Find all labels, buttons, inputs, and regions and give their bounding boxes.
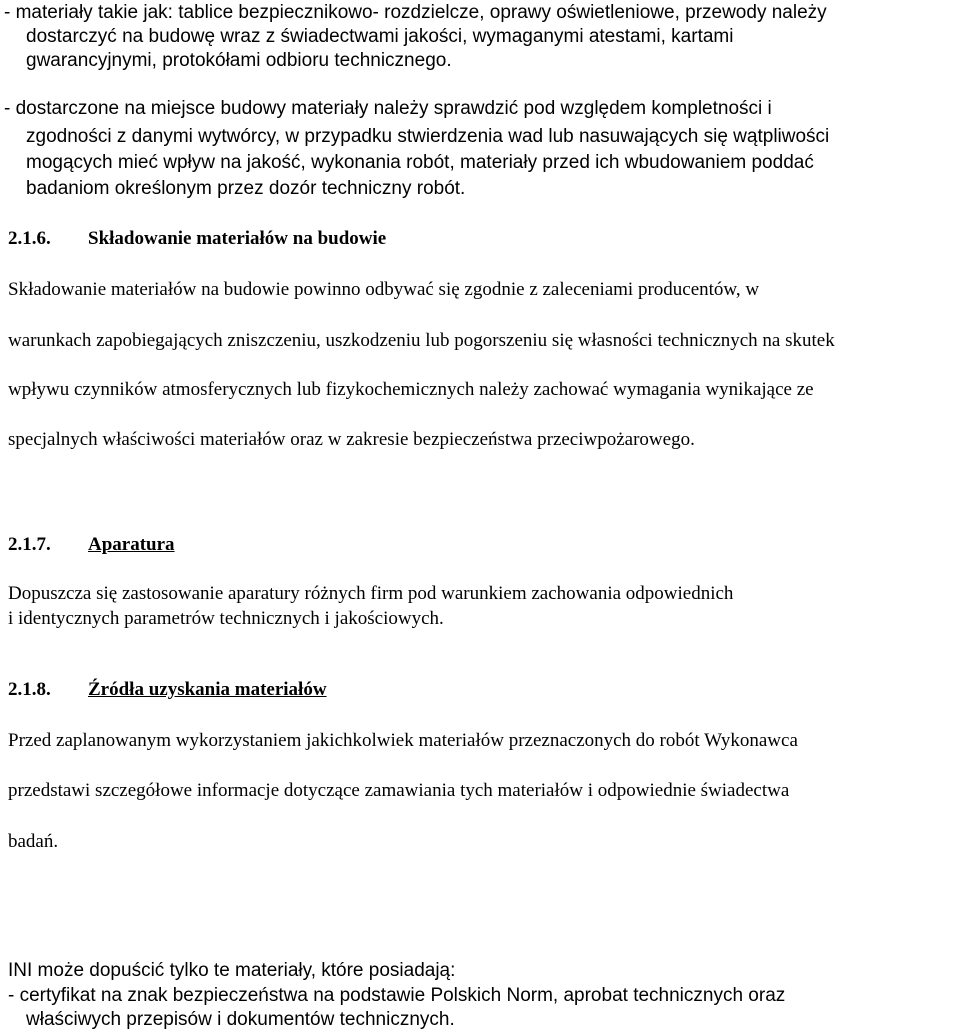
ini-line-3: właściwych przepisów i dokumentów technicznych. [26,1009,455,1030]
section-217-heading [8,535,175,554]
delivery-line-2: zgodności z danymi wytwórcy, w przypadku stwierdzenia wad lub nasuwających się wątpliwości [26,126,830,147]
section-216-line-4: specjalnych właściwości materiałów oraz w zakresie bezpieczeństwa przeciwpożarowego. [8,429,695,450]
section-216-number: 2.1.6. [8,228,51,249]
section-216-heading [8,229,386,248]
ini-line-1: INI może dopuścić tylko te materiały, które posiadają: [8,960,456,981]
section-216-line-2: warunkach zapobiegających zniszczeniu, uszkodzeniu lub pogorszeniu się własności technicznych na skutek [8,330,835,351]
intro-line-3: gwarancyjnymi, protokółami odbioru technicznego. [26,50,452,71]
section-218-line-3: badań. [8,831,59,852]
section-218-heading [8,680,327,699]
intro-line-1: - materiały takie jak: tablice bezpiecznikowo- rozdzielcze, oprawy oświetleniowe, przewody należy [4,2,827,23]
section-218-number: 2.1.8. [8,679,51,700]
section-216-line-3: wpływu czynników atmosferycznych lub fizykochemicznych należy zachować wymagania wynikające ze [8,379,814,400]
section-217-number: 2.1.7. [8,534,51,555]
section-218-line-2: przedstawi szczegółowe informacje dotyczące zamawiania tych materiałów i odpowiednie świadectwa [8,780,790,801]
section-216-title: Składowanie materiałów na budowie [88,228,387,249]
ini-line-2: - certyfikat na znak bezpieczeństwa na podstawie Polskich Norm, aprobat technicznych oraz [8,985,786,1006]
delivery-line-1: - dostarczone na miejsce budowy materiały należy sprawdzić pod względem kompletności i [4,98,772,119]
section-217-title: Aparatura [88,534,175,555]
section-217-line-2: i identycznych parametrów technicznych i jakościowych. [8,608,444,629]
delivery-line-4: badaniom określonym przez dozór techniczny robót. [26,178,466,199]
section-218-line-1: Przed zaplanowanym wykorzystaniem jakichkolwiek materiałów przeznaczonych do robót Wykonawca [8,730,798,751]
delivery-line-3: mogących mieć wpływ na jakość, wykonania robót, materiały przed ich wbudowaniem poddać [26,152,814,173]
section-217-line-1: Dopuszcza się zastosowanie aparatury różnych firm pod warunkiem zachowania odpowiednich [8,583,734,604]
section-218-title: Źródła uzyskania materiałów [88,679,327,700]
section-216-line-1: Składowanie materiałów na budowie powinno odbywać się zgodnie z zaleceniami producentów, w [8,279,760,300]
intro-line-2: dostarczyć na budowę wraz z świadectwami jakości, wymaganymi atestami, kartami [26,26,734,47]
